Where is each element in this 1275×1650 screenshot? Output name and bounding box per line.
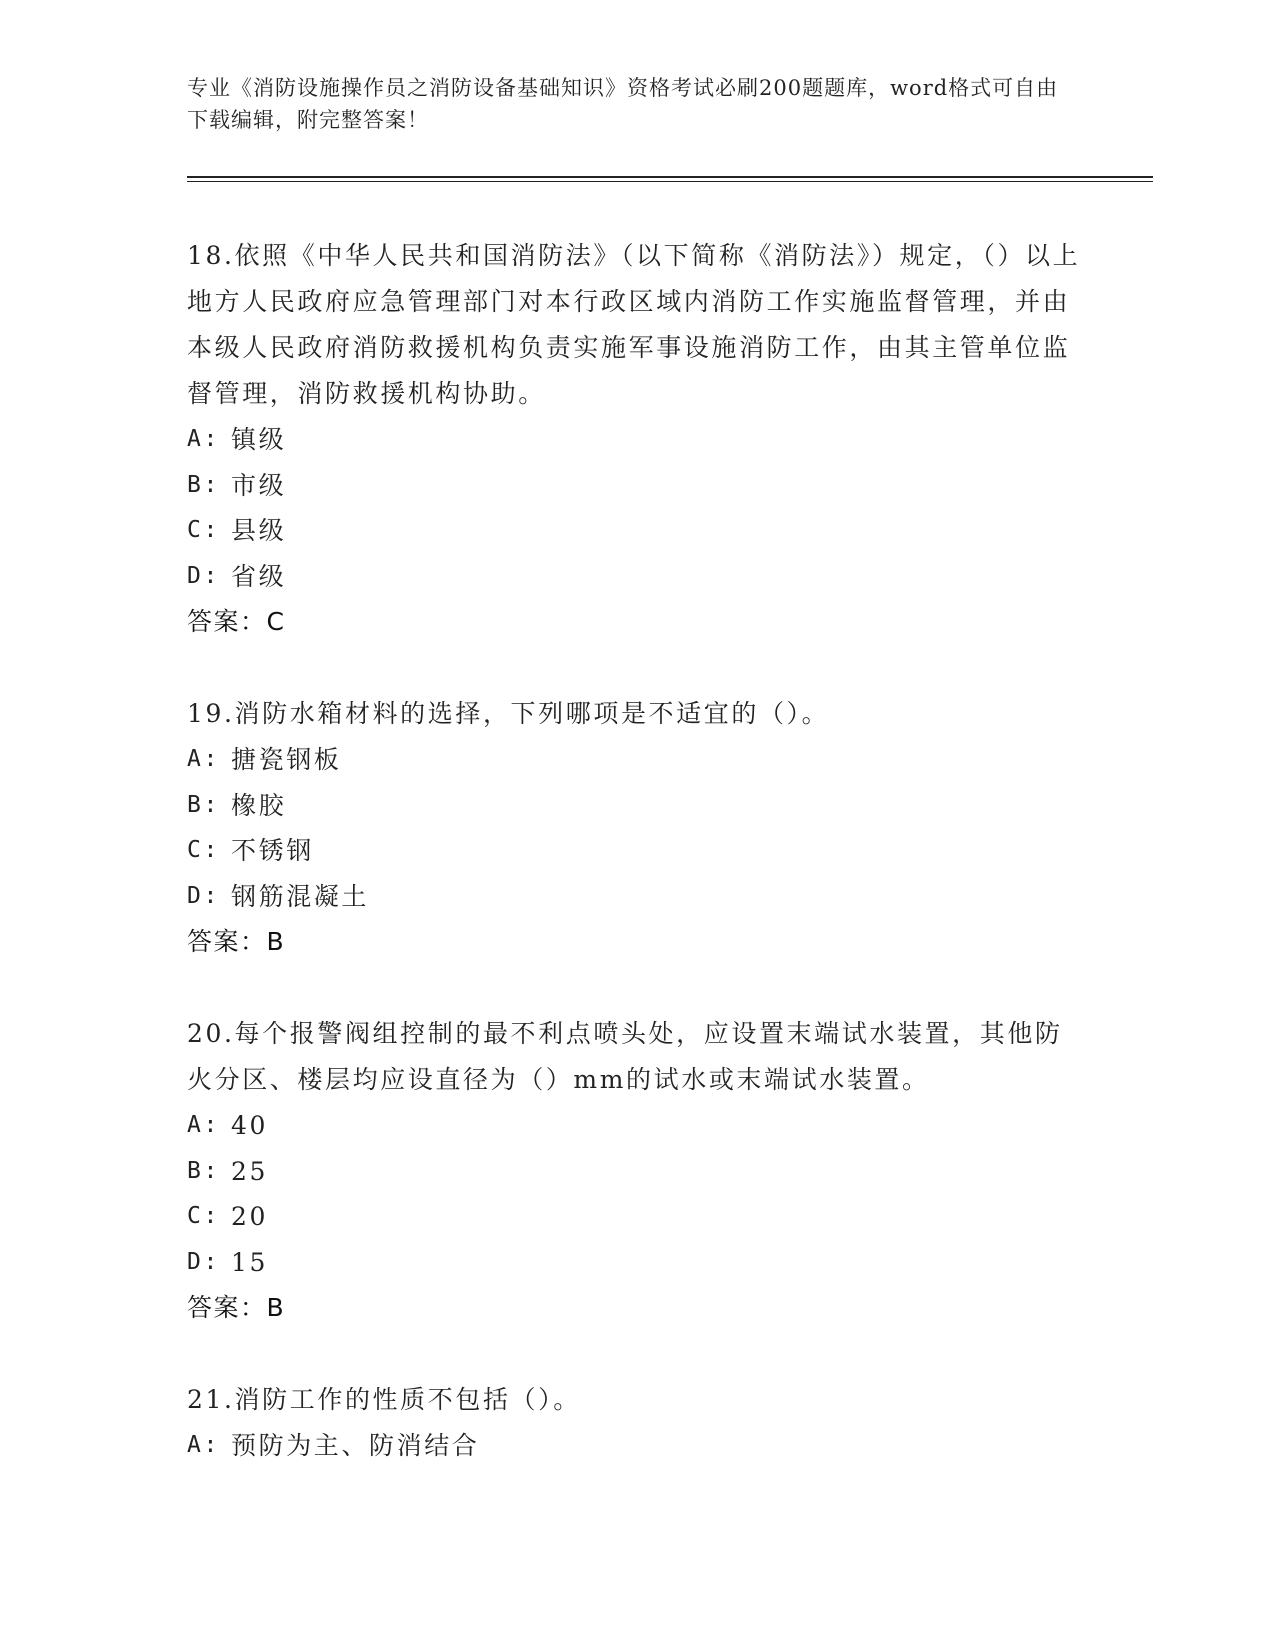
question-list	[187, 233, 1087, 1515]
option-key: A:	[187, 1432, 220, 1458]
option-key: B:	[187, 471, 220, 498]
header-rule-thick	[187, 176, 1153, 178]
question-stem: 21.消防工作的性质不包括（）。	[187, 1385, 581, 1414]
question-stem: 20.每个报警阀组控制的最不利点喷头处，应设置末端试水装置，其他防火分区、楼层均应设直径为（）mm的试水或末端试水装置。	[187, 1019, 1063, 1094]
option-text: 预防为主、防消结合	[231, 1431, 480, 1460]
option-d	[187, 554, 1087, 600]
option-text: 镇级	[231, 425, 287, 454]
header-rule-thin	[187, 181, 1153, 182]
option-text: 市级	[231, 470, 287, 500]
question-stem: 19.消防水箱材料的选择，下列哪项是不适宜的（）。	[187, 699, 830, 728]
option-key: D:	[187, 1248, 220, 1275]
option-text: 15	[231, 1247, 269, 1277]
question-20	[187, 1011, 1087, 1331]
answer-line: 答案：B	[187, 927, 286, 956]
option-text: 县级	[231, 516, 287, 545]
option-b	[187, 1149, 1087, 1195]
answer-line: 答案：C	[187, 607, 286, 636]
option-key: B:	[187, 791, 220, 818]
option-key: A:	[187, 746, 220, 772]
option-text: 橡胶	[231, 790, 287, 820]
question-18	[187, 233, 1087, 645]
option-d	[187, 1240, 1087, 1286]
option-c	[187, 1194, 1087, 1240]
option-text: 不锈钢	[231, 836, 314, 865]
option-d	[187, 874, 1087, 920]
option-c	[187, 508, 1087, 554]
option-c	[187, 828, 1087, 874]
option-text: 搪瓷钢板	[231, 745, 342, 774]
option-key: C:	[187, 517, 220, 543]
answer-line: 答案：B	[187, 1293, 286, 1322]
option-a	[187, 737, 1087, 783]
option-text: 20	[231, 1202, 269, 1231]
option-text: 40	[231, 1111, 269, 1140]
question-19	[187, 691, 1087, 965]
question-21	[187, 1377, 1087, 1469]
option-key: A:	[187, 426, 220, 452]
option-b	[187, 783, 1087, 829]
option-key: C:	[187, 1203, 220, 1229]
option-text: 省级	[231, 561, 287, 591]
option-a	[187, 1423, 1087, 1469]
option-key: B:	[187, 1157, 220, 1184]
option-text: 钢筋混凝土	[231, 881, 370, 911]
question-stem: 18.依照《中华人民共和国消防法》（以下简称《消防法》）规定，（）以上地方人民政府应急管理部门对本行政区域内消防工作实施监督管理，并由本级人民政府消防救援机构负责实施军事设施消防工作，由其主管单位监督管理，消防救援机构协助。	[187, 241, 1081, 408]
option-key: C:	[187, 837, 220, 863]
document-header: 专业《消防设施操作员之消防设备基础知识》资格考试必刷200题题库，word格式可自由下载编辑，附完整答案！	[187, 76, 1059, 132]
option-text: 25	[231, 1156, 269, 1186]
option-a	[187, 1103, 1087, 1149]
option-key: D:	[187, 562, 220, 589]
option-key: D:	[187, 882, 220, 909]
option-a	[187, 417, 1087, 463]
option-key: A:	[187, 1112, 220, 1138]
option-b	[187, 463, 1087, 509]
